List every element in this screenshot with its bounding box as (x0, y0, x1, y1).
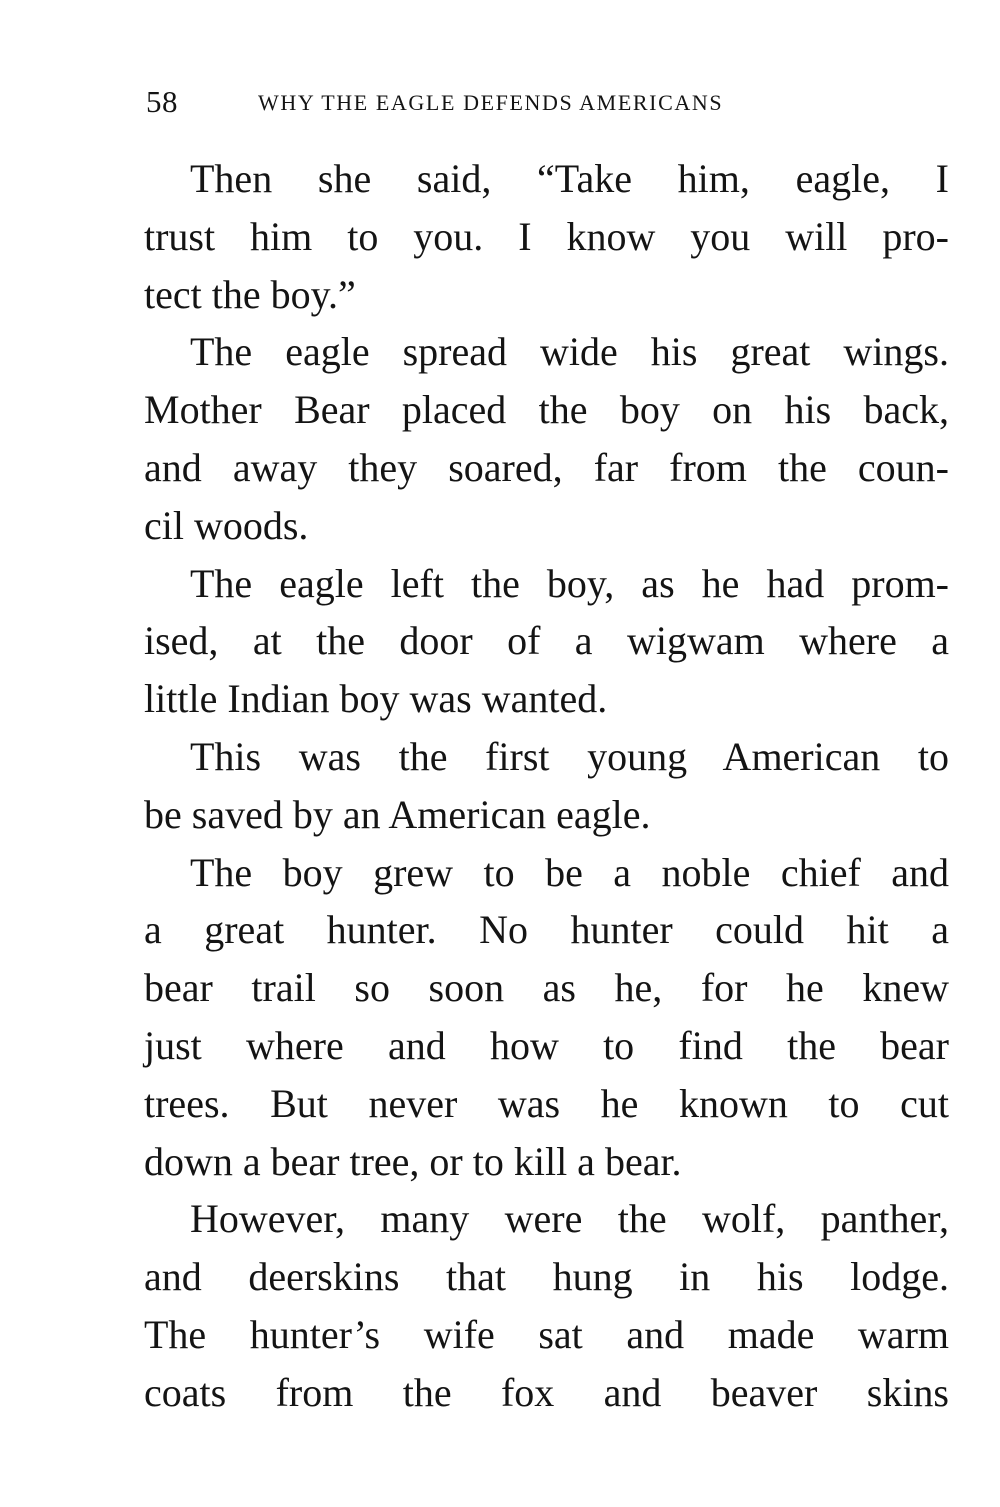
text-line: However, many were the wolf, panther, (190, 1196, 949, 1242)
page-number: 58 (146, 84, 178, 119)
text-line: cil woods. (144, 502, 309, 548)
text-line: just where and how to find the bear (144, 1022, 949, 1068)
page-header (146, 84, 946, 124)
text-line: a great hunter. No hunter could hit a (144, 907, 949, 953)
text-line: trees. But never was he known to cut (144, 1080, 949, 1126)
running-head: WHY THE EAGLE DEFENDS AMERICANS (258, 90, 724, 115)
page-body (144, 150, 949, 1422)
paragraph (144, 844, 949, 1191)
text-line: The hunter’s wife sat and made warm (144, 1311, 949, 1357)
text-line: trust him to you. I know you will pro- (144, 213, 949, 259)
paragraph (144, 1190, 949, 1421)
text-line: The boy grew to be a noble chief and (190, 849, 949, 895)
text-line: be saved by an American eagle. (144, 791, 651, 837)
paragraph (144, 323, 949, 554)
text-line: little Indian boy was wanted. (144, 676, 608, 722)
text-line: and deerskins that hung in his lodge. (144, 1254, 949, 1300)
text-line: Mother Bear placed the boy on his back, (144, 387, 949, 433)
text-line: The eagle spread wide his great wings. (190, 329, 949, 375)
text-line: ised, at the door of a wigwam where a (144, 618, 949, 664)
text-line: The eagle left the boy, as he had prom- (190, 560, 949, 606)
text-line: and away they soared, far from the coun- (144, 444, 949, 490)
paragraph (144, 555, 949, 728)
text-line: down a bear tree, or to kill a bear. (144, 1138, 682, 1184)
text-line: This was the first young American to (190, 733, 949, 779)
text-line: Then she said, “Take him, eagle, I (190, 156, 949, 201)
text-line: tect the boy.” (144, 271, 356, 317)
paragraph (144, 728, 949, 844)
paragraph (144, 150, 949, 323)
text-line: coats from the fox and beaver skins (144, 1369, 949, 1415)
text-line: bear trail so soon as he, for he knew (144, 965, 949, 1011)
